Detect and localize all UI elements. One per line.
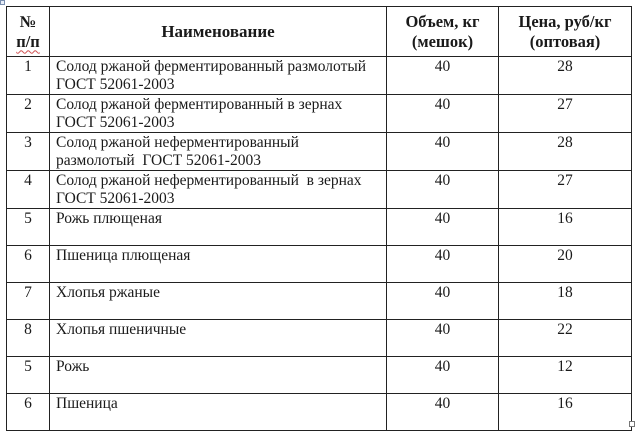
row-name: Рожь плющеная	[50, 209, 387, 246]
row-name	[50, 133, 387, 171]
row-name-line1: Солод ржаной ферментированный в зернах	[56, 96, 343, 113]
row-price: 18	[499, 283, 632, 320]
row-number: 6	[7, 246, 50, 283]
row-volume: 40	[387, 57, 499, 95]
row-volume: 40	[387, 133, 499, 171]
row-volume: 40	[387, 95, 499, 133]
row-name-line2: размолотый ГОСТ 52061-2003	[56, 152, 261, 169]
row-volume: 40	[387, 320, 499, 357]
price-table	[6, 6, 632, 431]
table-row	[7, 246, 632, 283]
header-price	[499, 7, 632, 57]
row-number: 6	[7, 394, 50, 431]
row-number: 2	[7, 95, 50, 133]
row-name	[50, 57, 387, 95]
row-price: 27	[499, 95, 632, 133]
row-volume: 40	[387, 394, 499, 431]
row-volume: 40	[387, 357, 499, 394]
header-volume	[387, 7, 499, 57]
row-number: 8	[7, 320, 50, 357]
header-volume-line2: (мешок)	[411, 31, 474, 51]
row-price: 16	[499, 394, 632, 431]
header-number-symbol: №	[19, 11, 37, 31]
row-volume: 40	[387, 171, 499, 209]
row-number: 5	[7, 209, 50, 246]
row-number: 3	[7, 133, 50, 171]
row-name-line1: Солод ржаной неферментированный	[56, 134, 299, 151]
table-row	[7, 95, 632, 133]
row-number: 5	[7, 357, 50, 394]
row-volume: 40	[387, 209, 499, 246]
row-price: 27	[499, 171, 632, 209]
row-price: 16	[499, 209, 632, 246]
table-row	[7, 283, 632, 320]
row-name-line1: Солод ржаной неферментированный в зернах	[56, 172, 362, 189]
row-name: Рожь	[50, 357, 387, 394]
row-number: 4	[7, 171, 50, 209]
row-volume: 40	[387, 283, 499, 320]
row-name-line2: ГОСТ 52061-2003	[56, 190, 175, 207]
table-row	[7, 133, 632, 171]
header-number-abbrev: п/п	[16, 31, 40, 51]
row-name-line2: ГОСТ 52061-2003	[56, 114, 175, 131]
row-name	[50, 95, 387, 133]
table-row	[7, 394, 632, 431]
row-price: 20	[499, 246, 632, 283]
row-price: 12	[499, 357, 632, 394]
table-row	[7, 171, 632, 209]
row-name: Хлопья пшеничные	[50, 320, 387, 357]
header-number	[7, 7, 50, 57]
row-volume: 40	[387, 246, 499, 283]
header-price-line1: Цена, руб/кг	[518, 11, 612, 31]
row-price: 22	[499, 320, 632, 357]
row-name: Пшеница плющеная	[50, 246, 387, 283]
row-name	[50, 171, 387, 209]
row-number: 1	[7, 57, 50, 95]
header-price-line2: (оптовая)	[529, 31, 601, 51]
header-volume-line1: Объем, кг	[405, 11, 480, 31]
table-resize-handle[interactable]	[629, 421, 635, 427]
table-row	[7, 209, 632, 246]
table-row	[7, 320, 632, 357]
table-move-handle[interactable]	[0, 0, 5, 5]
row-name-line1: Солод ржаной ферментированный размолотый	[56, 58, 367, 75]
table-row	[7, 357, 632, 394]
header-name: Наименование	[50, 7, 387, 57]
row-name-line2: ГОСТ 52061-2003	[56, 76, 175, 93]
row-name: Хлопья ржаные	[50, 283, 387, 320]
table-row	[7, 57, 632, 95]
row-price: 28	[499, 57, 632, 95]
row-price: 28	[499, 133, 632, 171]
table-header-row	[7, 7, 632, 57]
row-number: 7	[7, 283, 50, 320]
row-name: Пшеница	[50, 394, 387, 431]
